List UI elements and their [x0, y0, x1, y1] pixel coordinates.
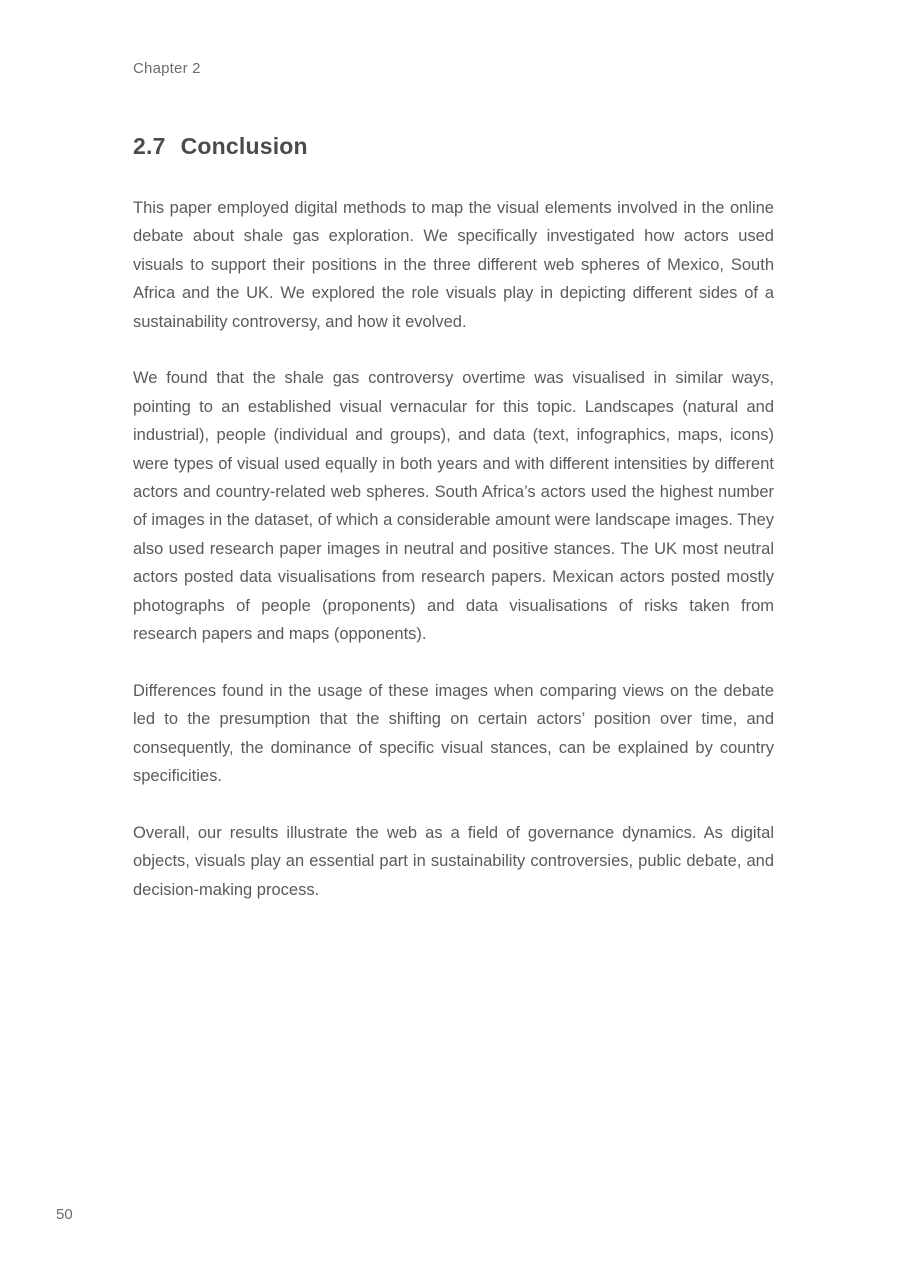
paragraph-4: Overall, our results illustrate the web as a field of governance dynamics. As digital objects, visuals play an essential part in sustainability controversies, public debate, and decision-making process. [133, 823, 774, 899]
running-header: Chapter 2 [133, 60, 201, 77]
body-text [133, 194, 774, 904]
paragraph-2: We found that the shale gas controversy overtime was visualised in similar ways, pointing to an established visual vernacular for this topic. Landscapes (natural and industrial), people (individual and groups), and data (text, infographics, maps, icons) were types of visual used equally in both years and with different intensities by different actors and country-related web spheres. South Africa’s actors used the highest number of images in the dataset, of which a considerable amount were landscape images. They also used research paper images in neutral and positive stances. The UK most neutral actors posted data visualisations from research papers. Mexican actors posted mostly photographs of people (proponents) and data visualisations of risks taken from research papers and maps (opponents). [133, 369, 774, 644]
section-number: 2.7 [133, 133, 166, 159]
paragraph-1: This paper employed digital methods to map the visual elements involved in the online debate about shale gas exploration. We specifically investigated how actors used visuals to support their positions in the three different web spheres of Mexico, South Africa and the UK. We explored the role visuals play in depicting different sides of a sustainability controversy, and how it evolved. [133, 199, 774, 331]
section-heading [133, 133, 308, 160]
section-title: Conclusion [180, 133, 308, 159]
page-number: 50 [56, 1206, 73, 1223]
paragraph-3: Differences found in the usage of these images when comparing views on the debate led to the presumption that the shifting on certain actors’ position over time, and consequently, the dominance of specific visual stances, can be explained by country specificities. [133, 681, 774, 786]
